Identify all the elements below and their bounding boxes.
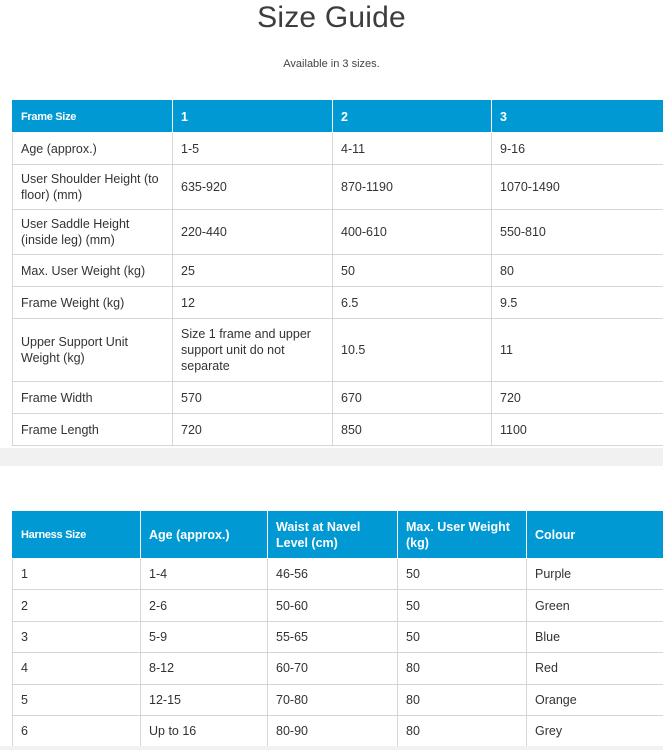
table-cell: 8-12 bbox=[141, 653, 268, 684]
table-cell: Blue bbox=[527, 621, 663, 652]
table-cell: 10.5 bbox=[333, 319, 492, 382]
table-cell: 55-65 bbox=[268, 621, 398, 652]
frame-header-size-2: 2 bbox=[333, 101, 492, 133]
table-cell: 80-90 bbox=[268, 715, 398, 746]
row-label: Upper Support Unit Weight (kg) bbox=[13, 319, 173, 382]
table-cell: 5-9 bbox=[141, 621, 268, 652]
table-cell: 80 bbox=[398, 653, 527, 684]
table-cell: 70-80 bbox=[268, 684, 398, 715]
table-cell: 720 bbox=[492, 382, 663, 414]
table-cell: 80 bbox=[492, 255, 663, 287]
section-divider bbox=[0, 448, 663, 466]
table-row bbox=[13, 653, 663, 684]
harness-size-table bbox=[12, 511, 663, 747]
harness-header-age: Age (approx.) bbox=[141, 512, 268, 559]
frame-size-table bbox=[12, 100, 663, 446]
table-row bbox=[13, 319, 663, 382]
table-cell: 670 bbox=[333, 382, 492, 414]
table-cell: 25 bbox=[173, 255, 333, 287]
table-cell: 50-60 bbox=[268, 590, 398, 621]
table-cell: 1100 bbox=[492, 414, 663, 446]
table-cell: 80 bbox=[398, 684, 527, 715]
page-subtitle: Available in 3 sizes. bbox=[283, 58, 380, 70]
table-cell: 1 bbox=[13, 559, 141, 590]
row-label: Age (approx.) bbox=[13, 133, 173, 165]
table-cell: 11 bbox=[492, 319, 663, 382]
row-label: Frame Width bbox=[13, 382, 173, 414]
table-row bbox=[13, 684, 663, 715]
table-cell: 1070-1490 bbox=[492, 165, 663, 210]
table-cell: 570 bbox=[173, 382, 333, 414]
table-cell: Orange bbox=[527, 684, 663, 715]
table-cell: Size 1 frame and upper support unit do not separate bbox=[173, 319, 333, 382]
frame-header-label: Frame Size bbox=[13, 101, 173, 133]
table-row bbox=[13, 590, 663, 621]
section-divider bbox=[0, 746, 663, 750]
table-cell: 50 bbox=[398, 559, 527, 590]
table-cell: 1-5 bbox=[173, 133, 333, 165]
row-label: Frame Length bbox=[13, 414, 173, 446]
table-cell: 550-810 bbox=[492, 210, 663, 255]
table-cell: 12-15 bbox=[141, 684, 268, 715]
table-cell: 12 bbox=[173, 287, 333, 319]
harness-header-weight: Max. User Weight (kg) bbox=[398, 512, 527, 559]
table-row bbox=[13, 414, 663, 446]
row-label: Max. User Weight (kg) bbox=[13, 255, 173, 287]
table-cell: 400-610 bbox=[333, 210, 492, 255]
table-cell: 3 bbox=[13, 621, 141, 652]
page-title: Size Guide bbox=[257, 1, 406, 34]
table-cell: 46-56 bbox=[268, 559, 398, 590]
table-cell: Up to 16 bbox=[141, 715, 268, 746]
table-cell: 9.5 bbox=[492, 287, 663, 319]
table-cell: 5 bbox=[13, 684, 141, 715]
table-cell: 9-16 bbox=[492, 133, 663, 165]
table-cell: 6.5 bbox=[333, 287, 492, 319]
table-cell: 635-920 bbox=[173, 165, 333, 210]
row-label: Frame Weight (kg) bbox=[13, 287, 173, 319]
table-cell: 4 bbox=[13, 653, 141, 684]
table-cell: Green bbox=[527, 590, 663, 621]
table-cell: 1-4 bbox=[141, 559, 268, 590]
table-cell: 220-440 bbox=[173, 210, 333, 255]
table-cell: 2 bbox=[13, 590, 141, 621]
harness-table-header-row bbox=[13, 512, 663, 559]
table-cell: 50 bbox=[333, 255, 492, 287]
table-cell: 50 bbox=[398, 621, 527, 652]
table-cell: 850 bbox=[333, 414, 492, 446]
table-row bbox=[13, 559, 663, 590]
harness-header-size: Harness Size bbox=[13, 512, 141, 559]
table-row bbox=[13, 382, 663, 414]
table-cell: 2-6 bbox=[141, 590, 268, 621]
frame-header-size-3: 3 bbox=[492, 101, 663, 133]
table-cell: Purple bbox=[527, 559, 663, 590]
frame-header-size-1: 1 bbox=[173, 101, 333, 133]
table-row bbox=[13, 621, 663, 652]
table-cell: 4-11 bbox=[333, 133, 492, 165]
frame-table-header-row bbox=[13, 101, 663, 133]
table-row bbox=[13, 210, 663, 255]
harness-header-waist: Waist at Navel Level (cm) bbox=[268, 512, 398, 559]
table-row bbox=[13, 133, 663, 165]
table-cell: 80 bbox=[398, 715, 527, 746]
table-cell: 50 bbox=[398, 590, 527, 621]
table-row bbox=[13, 287, 663, 319]
row-label: User Shoulder Height (to floor) (mm) bbox=[13, 165, 173, 210]
table-cell: 720 bbox=[173, 414, 333, 446]
table-cell: Red bbox=[527, 653, 663, 684]
table-cell: 60-70 bbox=[268, 653, 398, 684]
table-row bbox=[13, 715, 663, 746]
harness-header-colour: Colour bbox=[527, 512, 663, 559]
table-row bbox=[13, 165, 663, 210]
table-row bbox=[13, 255, 663, 287]
row-label: User Saddle Height (inside leg) (mm) bbox=[13, 210, 173, 255]
table-cell: 6 bbox=[13, 715, 141, 746]
table-cell: 870-1190 bbox=[333, 165, 492, 210]
table-cell: Grey bbox=[527, 715, 663, 746]
